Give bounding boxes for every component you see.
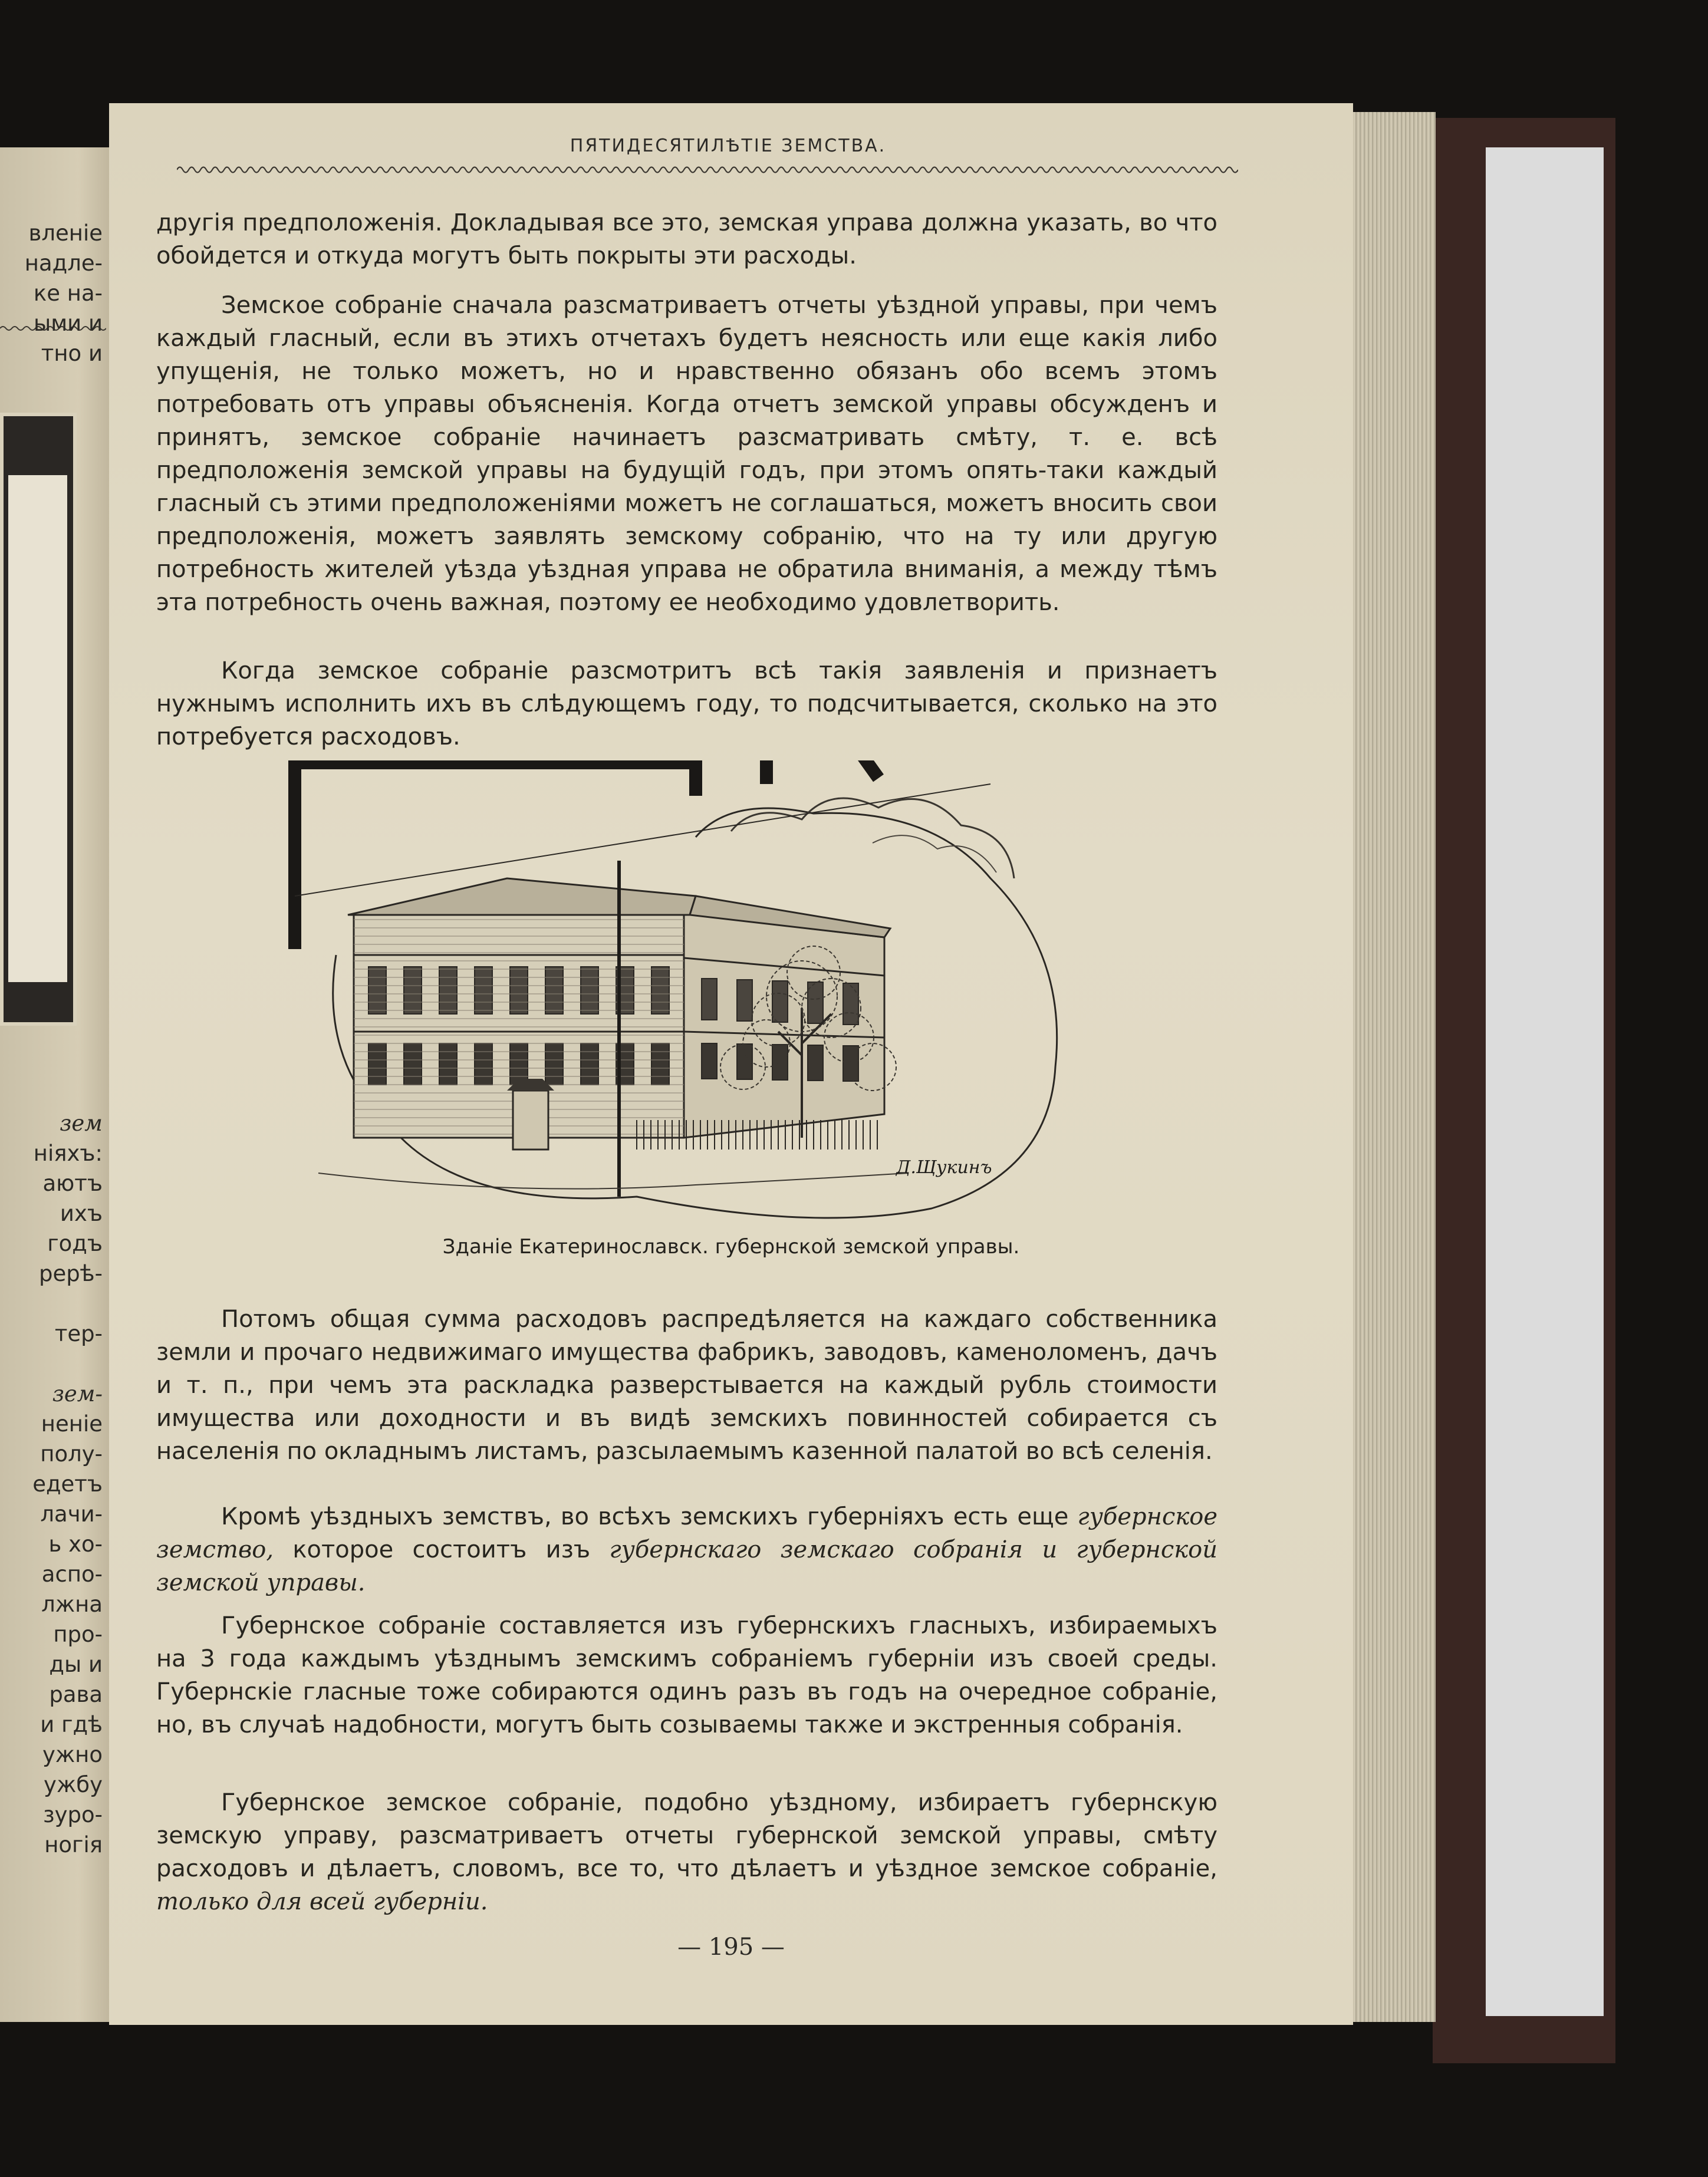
left-page-line: неніе [41,1411,103,1437]
page-stack-edge [1353,112,1436,2022]
building-window [651,1043,669,1085]
building-window [737,1044,752,1079]
left-page-line: ь хо- [48,1532,103,1557]
building-window [545,967,563,1014]
left-page-line: ды и [49,1652,103,1677]
building-window [651,967,669,1014]
left-page-line: вленіе [28,220,103,246]
left-page-fragment [0,147,112,2022]
left-page-text-bottom [0,1108,106,1860]
building-window [404,967,422,1014]
left-page-line: годъ [47,1231,103,1256]
paragraph-2: Земское собраніе сначала разсматриваетъ отчеты уѣздной управы, при чемъ каждый гласный, если въ этихъ отчетахъ будетъ неясность или еще какія либо упущенія, не только можетъ, но и нравственно обязанъ обо всемъ этомъ потребовать отъ управы объясненія. Когда отчетъ земской управы обсужденъ и принятъ, земское собраніе начинаетъ разсматривать смѣту, т. е. всѣ предположенія земской управы на будущій годъ, при этомъ опять-таки каждый гласный съ этими предположеніями можетъ не соглашаться, можетъ вносить свои предположенія, можетъ заявлять земскому собранію, что на ту или другую потребность жителей уѣзда уѣздная управа не обратила вниманія, а между тѣмъ эта потребность очень важная, поэтому ее необходимо удовлетворить. [156,292,1217,616]
paragraph-6: Губернское собраніе составляется изъ губернскихъ гласныхъ, избираемыхъ на 3 года каждымъ уѣзднымъ земскимъ собраніемъ губерніи изъ своей среды. Губернскіе гласные тоже собираются одинъ разъ въ годъ на очередное собраніе, но, въ случаѣ надобности, могутъ быть созываемы также и экстренныя собранія. [156,1612,1217,1738]
building-window [581,1043,598,1085]
left-page-line: и гдѣ [40,1712,103,1737]
paragraph-1: другія предположенія. Докладывая все это, земская управа должна указать, во что обойдется и откуда могутъ быть покрыты эти расходы. [156,209,1217,269]
left-page-line [0,1349,106,1379]
building-window [439,967,457,1014]
street-kiosk [513,1091,548,1150]
figure-caption: Зданіе Екатеринославск. губернской земской управы. [442,1235,1020,1259]
main-page [109,103,1353,2025]
paragraph-7 [156,1786,1217,1918]
header-wavy-rule [177,162,1238,177]
left-page-line: тер- [54,1321,103,1346]
paragraph-4: Потомъ общая сумма расходовъ распредѣляется на каждаго собственника земли и прочаго недвижимаго имущества фабрикъ, заводовъ, каменоломенъ, дачъ и т. п., при чемъ эта раскладка разверстывается на каждый рубль стоимости имущества или доходности и въ видѣ земскихъ повинностей собирается съ населенія по окладнымъ листамъ, разсылаемымъ казенной палатой во всѣ селенія. [156,1306,1217,1465]
cloud-2 [873,835,996,872]
frame-top-bar [295,763,696,796]
building-window [510,1043,528,1085]
building-window [475,1043,492,1085]
building-window [510,967,528,1014]
left-page-line: тно и [41,341,103,366]
cover-endpaper [1486,147,1604,2016]
left-page-line: рава [49,1682,103,1707]
building-window [702,979,717,1020]
building-window [772,981,788,1022]
left-page-line: ихъ [60,1201,103,1226]
building-window [439,1043,457,1085]
building-window [702,1043,717,1079]
left-page-line: лжна [41,1592,103,1617]
left-illustration-panel [8,475,67,982]
paragraph-5-italic-2: губернскаго земскаго собранія и губернской земской управы. [156,1536,1217,1596]
left-page-line: зем [60,1111,103,1136]
building-window [368,1043,386,1085]
left-page-line: надле- [24,251,103,276]
artist-signature: Д.Щукинъ [896,1157,992,1178]
paragraph-5-italic-1: губернское земство, [156,1503,1217,1563]
left-page-line [0,1289,106,1319]
building-window [737,980,752,1021]
left-page-line: аютъ [42,1171,103,1196]
running-header: ПЯТИДЕСЯТИЛѢТІЕ ЗЕМСТВА. [570,136,887,156]
left-page-line: ногія [44,1832,103,1857]
building-roof [348,878,696,915]
left-page-line: лачи- [40,1501,103,1527]
paragraph-7-text: Губернское земское собраніе, подобно уѣздному, избираетъ губернскую земскую управу, разсматриваетъ отчеты губернской земской управы, смѣту расходовъ и дѣлаетъ, словомъ, все то, что дѣлаетъ и уѣздное земское собраніе, [156,1789,1217,1882]
left-page-line: про- [53,1622,103,1647]
left-page-line: зуро- [42,1802,103,1827]
ground-line [318,1173,908,1189]
cloud-1 [731,798,1014,878]
paragraph-3: Когда земское собраніе разсмотритъ всѣ такія заявленія и признаетъ нужнымъ исполнить ихъ въ слѣдующемъ году, то подсчитывается, сколько на это потребуется расходовъ. [156,657,1217,750]
left-page-line: полу- [40,1441,103,1467]
building-window [404,1043,422,1085]
building-window [545,1043,563,1085]
paragraph-5 [156,1500,1217,1599]
left-page-line: рерѣ- [39,1261,103,1286]
frame-top-right [766,760,878,784]
building-window [772,1045,788,1080]
building-window [843,983,858,1025]
page-number: — 195 — [677,1934,785,1961]
left-page-line: зем- [52,1381,103,1407]
left-page-line: аспо- [41,1562,103,1587]
left-page-line: ыми и [34,311,103,336]
left-page-line: ужбу [44,1772,103,1797]
paragraph-7-italic: только для всей губерніи. [156,1888,488,1915]
building-window [581,967,598,1014]
left-page-line: едетъ [32,1471,103,1497]
left-page-illustration [0,413,77,1026]
building-window [475,967,492,1014]
left-page-line: ужно [42,1742,103,1767]
left-page-line: ке на- [33,281,103,306]
building-window [808,1045,823,1081]
paragraph-5-text-b: которое состоитъ изъ [274,1536,610,1563]
paragraph-5-text-a: Кромѣ уѣздныхъ земствъ, во всѣхъ земскихъ губерніяхъ есть еще [221,1503,1078,1530]
building-window [368,967,386,1014]
overhead-wire [295,784,990,896]
building-illustration [283,760,1073,1262]
left-page-line: ніяхъ: [33,1141,103,1166]
left-page-text-top [0,218,106,368]
